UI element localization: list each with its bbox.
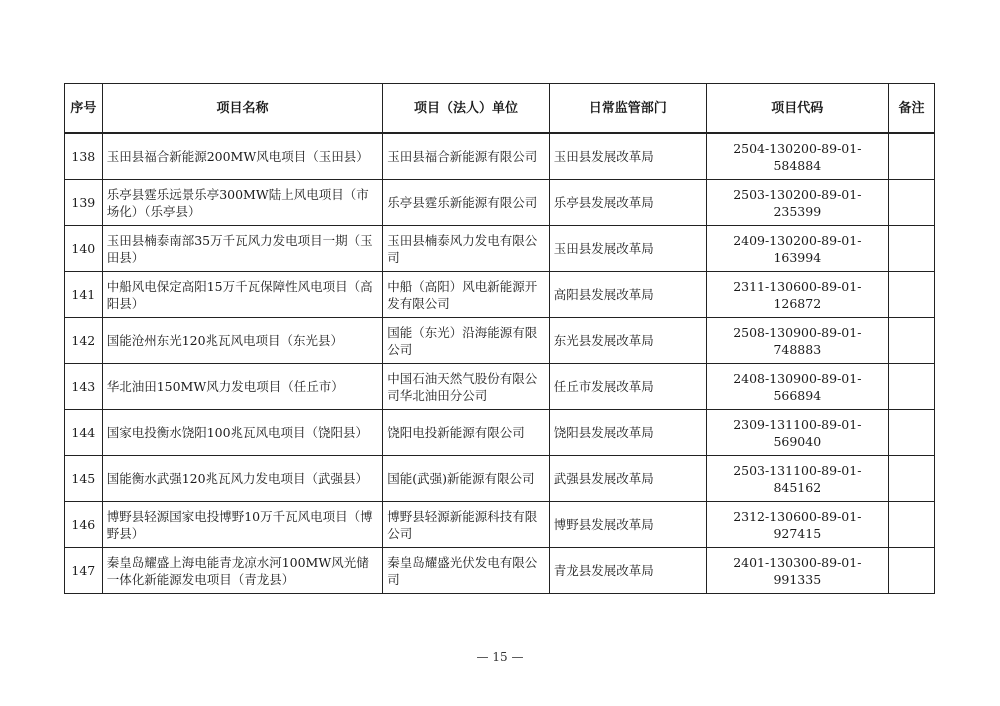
cell-unit: 中国石油天然气股份有限公司华北油田分公司 <box>383 364 549 410</box>
table-row <box>65 502 935 548</box>
cell-dept: 青龙县发展改革局 <box>549 548 706 594</box>
cell-unit: 乐亭县霆乐新能源有限公司 <box>383 180 549 226</box>
cell-unit: 玉田县楠泰风力发电有限公司 <box>383 226 549 272</box>
header-row <box>65 84 935 134</box>
cell-no: 145 <box>65 456 103 502</box>
cell-dept: 任丘市发展改革局 <box>549 364 706 410</box>
cell-code: 2508-130900-89-01-748883 <box>706 318 888 364</box>
cell-note <box>888 272 934 318</box>
header-no: 序号 <box>65 84 103 134</box>
cell-dept: 武强县发展改革局 <box>549 456 706 502</box>
cell-unit: 秦皇岛耀盛光伏发电有限公司 <box>383 548 549 594</box>
cell-note <box>888 548 934 594</box>
cell-project-name: 中船风电保定高阳15万千瓦保障性风电项目（高阳县） <box>102 272 383 318</box>
cell-code: 2409-130200-89-01-163994 <box>706 226 888 272</box>
cell-unit: 国能(武强)新能源有限公司 <box>383 456 549 502</box>
cell-dept: 乐亭县发展改革局 <box>549 180 706 226</box>
cell-project-name: 乐亭县霆乐远景乐亭300MW陆上风电项目（市场化）（乐亭县） <box>102 180 383 226</box>
cell-project-name: 博野县轻源国家电投博野10万千瓦风电项目（博野县） <box>102 502 383 548</box>
table-row <box>65 133 935 180</box>
cell-dept: 高阳县发展改革局 <box>549 272 706 318</box>
cell-dept: 玉田县发展改革局 <box>549 133 706 180</box>
cell-no: 146 <box>65 502 103 548</box>
cell-note <box>888 180 934 226</box>
project-table <box>64 83 935 594</box>
cell-note <box>888 456 934 502</box>
table-row <box>65 318 935 364</box>
cell-project-name: 国能沧州东光120兆瓦风电项目（东光县） <box>102 318 383 364</box>
header-unit: 项目（法人）单位 <box>383 84 549 134</box>
table-header <box>65 84 935 134</box>
table-row <box>65 364 935 410</box>
cell-no: 147 <box>65 548 103 594</box>
cell-project-name: 国能衡水武强120兆瓦风力发电项目（武强县） <box>102 456 383 502</box>
cell-note <box>888 502 934 548</box>
cell-project-name: 玉田县楠泰南部35万千瓦风力发电项目一期（玉田县） <box>102 226 383 272</box>
cell-note <box>888 226 934 272</box>
cell-no: 140 <box>65 226 103 272</box>
cell-code: 2312-130600-89-01-927415 <box>706 502 888 548</box>
table-row <box>65 226 935 272</box>
cell-no: 143 <box>65 364 103 410</box>
cell-project-name: 玉田县福合新能源200MW风电项目（玉田县） <box>102 133 383 180</box>
header-note: 备注 <box>888 84 934 134</box>
cell-note <box>888 364 934 410</box>
cell-code: 2504-130200-89-01-584884 <box>706 133 888 180</box>
cell-no: 138 <box>65 133 103 180</box>
table-row <box>65 410 935 456</box>
cell-no: 142 <box>65 318 103 364</box>
cell-no: 144 <box>65 410 103 456</box>
cell-note <box>888 318 934 364</box>
cell-dept: 饶阳县发展改革局 <box>549 410 706 456</box>
header-code: 项目代码 <box>706 84 888 134</box>
cell-code: 2311-130600-89-01-126872 <box>706 272 888 318</box>
cell-no: 139 <box>65 180 103 226</box>
cell-project-name: 国家电投衡水饶阳100兆瓦风电项目（饶阳县） <box>102 410 383 456</box>
cell-code: 2408-130900-89-01-566894 <box>706 364 888 410</box>
cell-project-name: 秦皇岛耀盛上海电能青龙凉水河100MW风光储一体化新能源发电项目（青龙县） <box>102 548 383 594</box>
cell-code: 2503-130200-89-01-235399 <box>706 180 888 226</box>
cell-unit: 玉田县福合新能源有限公司 <box>383 133 549 180</box>
table-row <box>65 272 935 318</box>
cell-unit: 中船（高阳）风电新能源开发有限公司 <box>383 272 549 318</box>
header-name: 项目名称 <box>102 84 383 134</box>
cell-unit: 国能（东光）沿海能源有限公司 <box>383 318 549 364</box>
table-body <box>65 133 935 594</box>
cell-project-name: 华北油田150MW风力发电项目（任丘市） <box>102 364 383 410</box>
cell-code: 2503-131100-89-01-845162 <box>706 456 888 502</box>
cell-unit: 博野县轻源新能源科技有限公司 <box>383 502 549 548</box>
table-row <box>65 548 935 594</box>
cell-dept: 博野县发展改革局 <box>549 502 706 548</box>
cell-note <box>888 410 934 456</box>
page-number: — 15 — <box>476 650 524 664</box>
cell-code: 2401-130300-89-01-991335 <box>706 548 888 594</box>
cell-dept: 玉田县发展改革局 <box>549 226 706 272</box>
table-row <box>65 456 935 502</box>
header-dept: 日常监管部门 <box>549 84 706 134</box>
cell-no: 141 <box>65 272 103 318</box>
cell-unit: 饶阳电投新能源有限公司 <box>383 410 549 456</box>
table-row <box>65 180 935 226</box>
cell-code: 2309-131100-89-01-569040 <box>706 410 888 456</box>
cell-dept: 东光县发展改革局 <box>549 318 706 364</box>
cell-note <box>888 133 934 180</box>
